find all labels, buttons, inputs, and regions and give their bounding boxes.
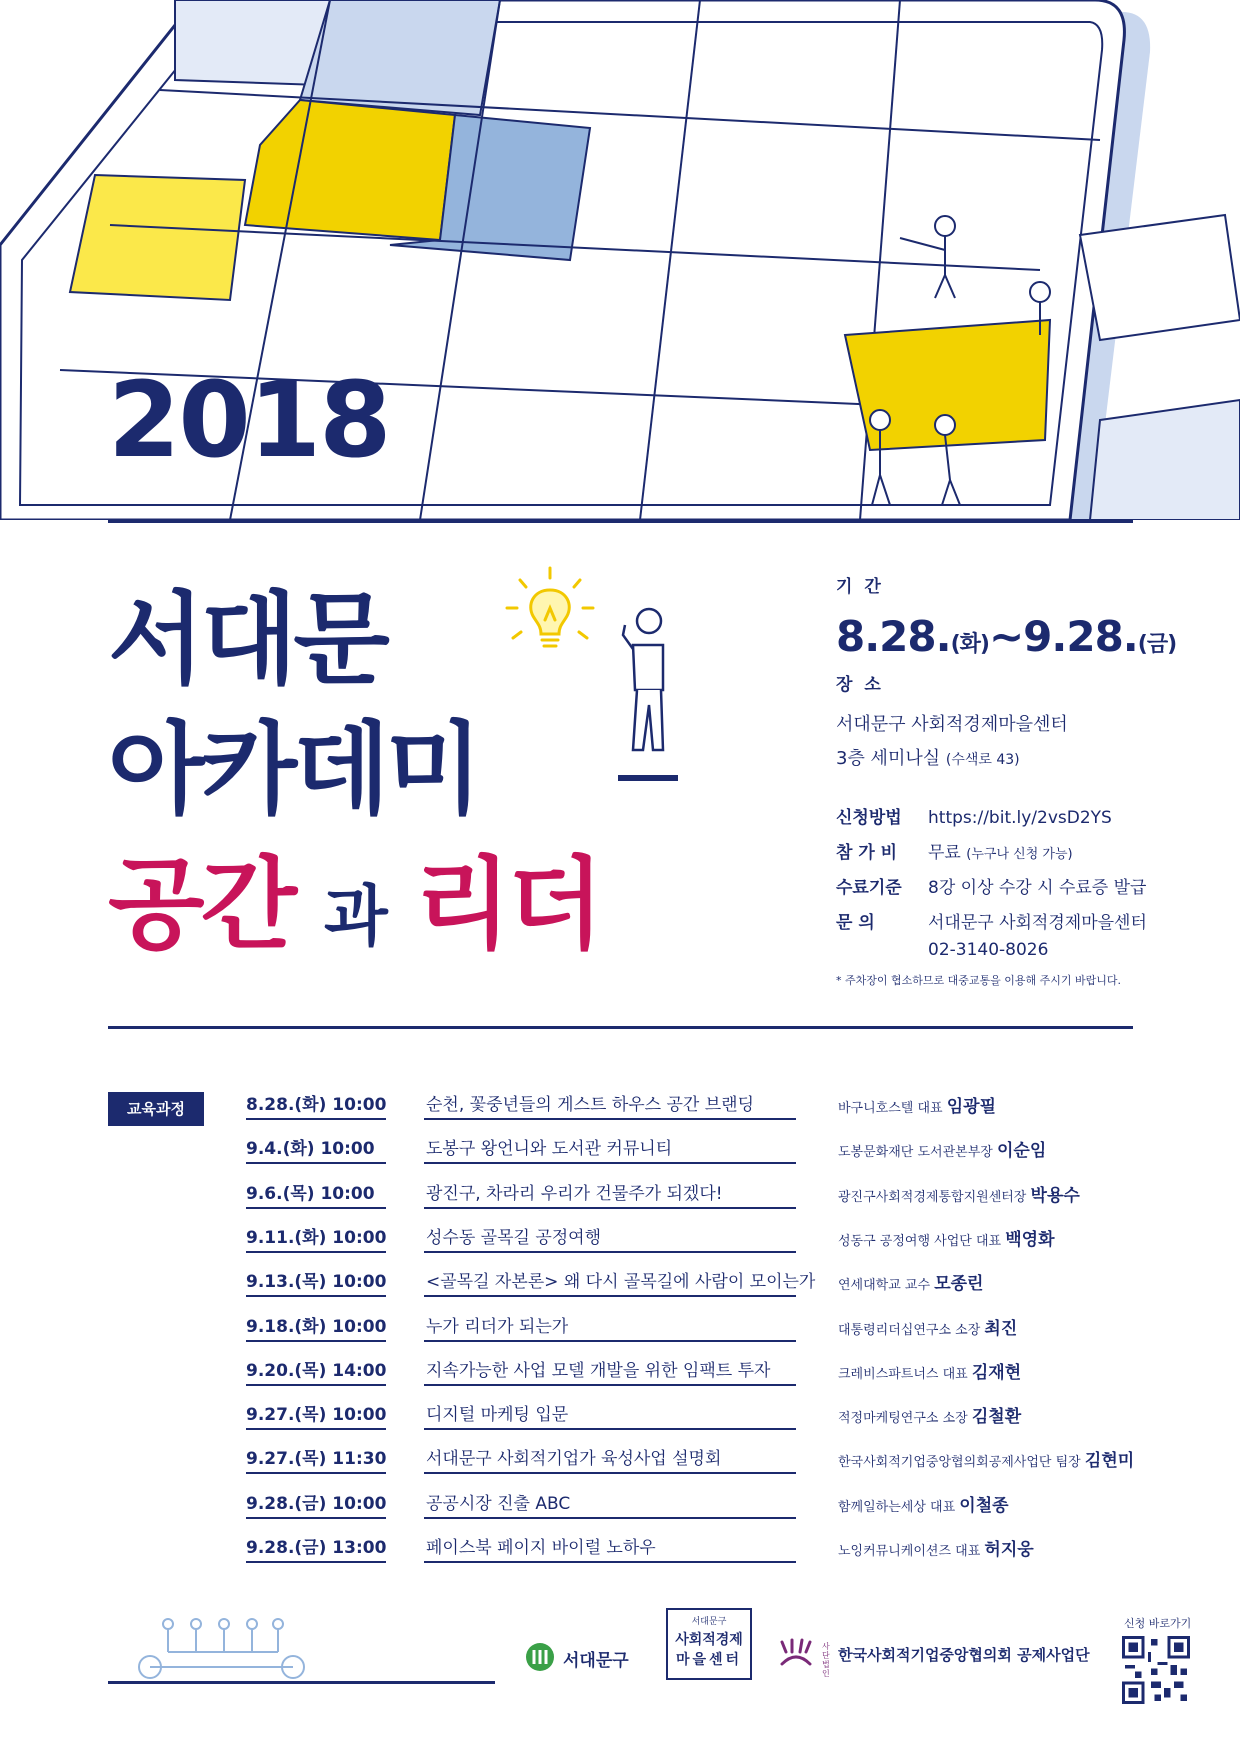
row-underline — [246, 1295, 386, 1297]
person-thumbs-up-icon — [615, 605, 675, 755]
detail-row — [836, 838, 1073, 863]
speaker-name: 임광필 — [946, 1097, 997, 1117]
schedule-row — [246, 1312, 1018, 1356]
council-name: 한국사회적기업중앙협의회 공제사업단 — [838, 1646, 1090, 1664]
row-underline — [424, 1340, 796, 1342]
speaker-name: 모종린 — [934, 1274, 984, 1294]
social-enterprise-council-logo — [778, 1634, 1098, 1678]
schedule-speaker — [838, 1314, 1017, 1339]
schedule-speaker — [838, 1181, 1080, 1206]
schedule-speaker — [838, 1092, 996, 1117]
detail-row — [836, 908, 1147, 933]
schedule-topic: <골목길 자본론> 왜 다시 골목길에 사람이 모이는가 — [426, 1272, 816, 1292]
schedule-date: 9.6.(목) 10:00 — [246, 1184, 375, 1204]
detail-key: 신청방법 — [836, 808, 902, 828]
year-heading: 2018 — [108, 359, 390, 481]
speaker-name: 김재현 — [971, 1363, 1022, 1383]
schedule-topic: 순천, 꽃중년들의 게스트 하우스 공간 브랜딩 — [426, 1095, 755, 1115]
schedule-date: 9.13.(목) 10:00 — [246, 1272, 387, 1292]
schedule-date: 8.28.(화) 10:00 — [246, 1095, 387, 1115]
seodaemun-logo-icon — [525, 1642, 555, 1672]
title-line-1: 서대문 — [108, 581, 386, 698]
title-space: 공간 — [108, 846, 294, 963]
schedule-date: 9.28.(금) 10:00 — [246, 1494, 387, 1514]
detail-note: (누구나 신청 가능) — [966, 847, 1073, 862]
detail-row — [836, 873, 1146, 898]
lightbulb-icon — [495, 560, 605, 670]
schedule-topic: 공공시장 진출 ABC — [426, 1494, 571, 1514]
period-separator: ~ — [988, 612, 1024, 661]
row-underline — [424, 1517, 796, 1519]
speaker-org: 적정마케팅연구소 소장 — [838, 1411, 968, 1426]
detail-value: 8강 이상 수강 시 수료증 발급 — [928, 878, 1147, 898]
row-underline — [246, 1251, 386, 1253]
schedule-speaker — [838, 1225, 1055, 1250]
row-underline — [424, 1162, 796, 1164]
schedule-row — [246, 1179, 1080, 1223]
schedule-date: 9.4.(화) 10:00 — [246, 1139, 375, 1159]
speaker-org: 광진구사회적경제통합지원센터장 — [838, 1190, 1027, 1205]
speaker-org: 성동구 공정여행 사업단 대표 — [838, 1234, 1002, 1249]
row-underline — [246, 1517, 386, 1519]
speaker-name: 김철환 — [971, 1407, 1022, 1427]
title-leader: 리더 — [414, 846, 600, 963]
title-and: 과 — [324, 878, 384, 955]
logo2-bottom: 마을센터 — [675, 1652, 743, 1668]
schedule-speaker — [838, 1358, 1021, 1383]
place-room: 3층 세미나실 — [836, 748, 941, 769]
schedule-date: 9.18.(화) 10:00 — [246, 1317, 387, 1337]
logo2-mid: 사회적경제 — [675, 1632, 743, 1648]
schedule-topic: 디지털 마케팅 입문 — [426, 1405, 569, 1425]
schedule-topic: 지속가능한 사업 모델 개발을 위한 임팩트 투자 — [426, 1361, 771, 1381]
schedule-row — [246, 1223, 1055, 1267]
schedule-row — [246, 1090, 997, 1134]
speaker-org: 크레비스파트너스 대표 — [838, 1367, 968, 1382]
period-end-day: (금) — [1137, 632, 1177, 657]
tandem-bicycle-icon — [138, 1612, 308, 1682]
schedule-date: 9.11.(화) 10:00 — [246, 1228, 387, 1248]
divider-footer — [108, 1681, 495, 1684]
schedule-speaker — [838, 1136, 1046, 1161]
row-underline — [246, 1207, 386, 1209]
detail-key: 문 의 — [836, 913, 875, 933]
title-dash — [618, 775, 678, 781]
schedule-row — [246, 1533, 1034, 1577]
period-value — [836, 612, 1176, 661]
schedule-speaker — [838, 1402, 1021, 1427]
row-underline — [246, 1472, 386, 1474]
divider-middle — [108, 1026, 1133, 1029]
detail-value: 무료 — [928, 843, 961, 863]
speaker-org: 한국사회적기업중앙협의회공제사업단 팀장 — [838, 1455, 1081, 1470]
schedule-date: 9.27.(목) 11:30 — [246, 1449, 387, 1469]
schedule-speaker — [838, 1491, 1009, 1516]
logo2-top: 서대문구 — [691, 1617, 727, 1627]
schedule-row — [246, 1267, 984, 1311]
speaker-name: 최진 — [984, 1319, 1018, 1339]
divider-top — [108, 519, 1133, 523]
speaker-org: 함께일하는세상 대표 — [838, 1500, 956, 1515]
detail-key: 수료기준 — [836, 878, 902, 898]
row-underline — [424, 1295, 796, 1297]
row-underline — [246, 1384, 386, 1386]
period-start-day: (화) — [950, 632, 989, 657]
schedule-date: 9.28.(금) 13:00 — [246, 1538, 387, 1558]
place-line-1: 서대문구 사회적경제마을센터 — [836, 714, 1068, 735]
row-underline — [424, 1118, 796, 1120]
speaker-name: 김현미 — [1084, 1451, 1135, 1471]
row-underline — [424, 1207, 796, 1209]
social-economy-center-logo — [666, 1608, 752, 1680]
qr-code-icon[interactable] — [1122, 1636, 1190, 1704]
row-underline — [246, 1561, 386, 1563]
place-line-2 — [836, 744, 1020, 770]
schedule-topic: 도봉구 왕언니와 도서관 커뮤니티 — [426, 1139, 673, 1159]
detail-row — [836, 940, 1048, 960]
council-prefix: 사단법인 — [822, 1642, 830, 1678]
schedule-row — [246, 1356, 1022, 1400]
qr-label: 신청 바로가기 — [1124, 1617, 1192, 1630]
title-line-2: 아카데미 — [108, 711, 479, 828]
row-underline — [424, 1472, 796, 1474]
place-label: 장소 — [836, 675, 893, 695]
row-underline — [246, 1162, 386, 1164]
schedule-topic: 페이스북 페이지 바이럴 노하우 — [426, 1538, 656, 1558]
council-logo-icon — [778, 1636, 814, 1668]
schedule-speaker — [838, 1446, 1134, 1471]
schedule-date: 9.27.(목) 10:00 — [246, 1405, 387, 1425]
detail-value: 서대문구 사회적경제마을센터 — [928, 913, 1147, 933]
schedule-row — [246, 1134, 1047, 1178]
detail-key: 참 가 비 — [836, 843, 898, 863]
schedule-topic: 성수동 골목길 공정여행 — [426, 1228, 602, 1248]
seodaemun-logo-text: 서대문구 — [563, 1651, 629, 1671]
speaker-name: 박용수 — [1030, 1186, 1080, 1206]
row-underline — [424, 1251, 796, 1253]
detail-value: 02-3140-8026 — [928, 940, 1049, 960]
schedule-row — [246, 1444, 1135, 1488]
period-label: 기간 — [836, 577, 893, 597]
schedule-date: 9.20.(목) 14:00 — [246, 1361, 387, 1381]
speaker-name: 이순임 — [996, 1141, 1047, 1161]
schedule-speaker — [838, 1269, 983, 1294]
speaker-org: 바구니호스텔 대표 — [838, 1101, 943, 1116]
apply-link[interactable]: https://bit.ly/2vsD2YS — [928, 808, 1112, 828]
speaker-name: 허지웅 — [984, 1540, 1034, 1560]
row-underline — [246, 1428, 386, 1430]
schedule-topic: 광진구, 차라리 우리가 건물주가 되겠다! — [426, 1184, 723, 1204]
period-start: 8.28. — [836, 612, 951, 661]
title-line-3 — [108, 846, 600, 963]
period-end: 9.28. — [1023, 612, 1138, 661]
speaker-org: 도봉문화재단 도서관본부장 — [838, 1145, 993, 1160]
row-underline — [424, 1561, 796, 1563]
speaker-name: 백영화 — [1005, 1230, 1055, 1250]
speaker-org: 노잉커뮤니케이션즈 대표 — [838, 1544, 981, 1559]
seodaemun-logo — [525, 1636, 645, 1676]
row-underline — [246, 1340, 386, 1342]
schedule-speaker — [838, 1535, 1034, 1560]
schedule-topic: 서대문구 사회적기업가 육성사업 설명회 — [426, 1449, 722, 1469]
place-address: (수색로 43) — [945, 752, 1020, 768]
parking-notice: * 주차장이 협소하므로 대중교통을 이용해 주시기 바랍니다. — [836, 974, 1121, 987]
speaker-org: 대통령리더십연구소 소장 — [838, 1323, 981, 1338]
detail-row — [836, 803, 1112, 828]
curriculum-badge: 교육과정 — [108, 1092, 204, 1126]
row-underline — [424, 1384, 796, 1386]
row-underline — [246, 1118, 386, 1120]
speaker-name: 이철종 — [959, 1496, 1009, 1516]
speaker-org: 연세대학교 교수 — [838, 1278, 931, 1293]
row-underline — [424, 1428, 796, 1430]
schedule-row — [246, 1489, 1009, 1533]
schedule-topic: 누가 리더가 되는가 — [426, 1317, 569, 1337]
schedule-row — [246, 1400, 1022, 1444]
